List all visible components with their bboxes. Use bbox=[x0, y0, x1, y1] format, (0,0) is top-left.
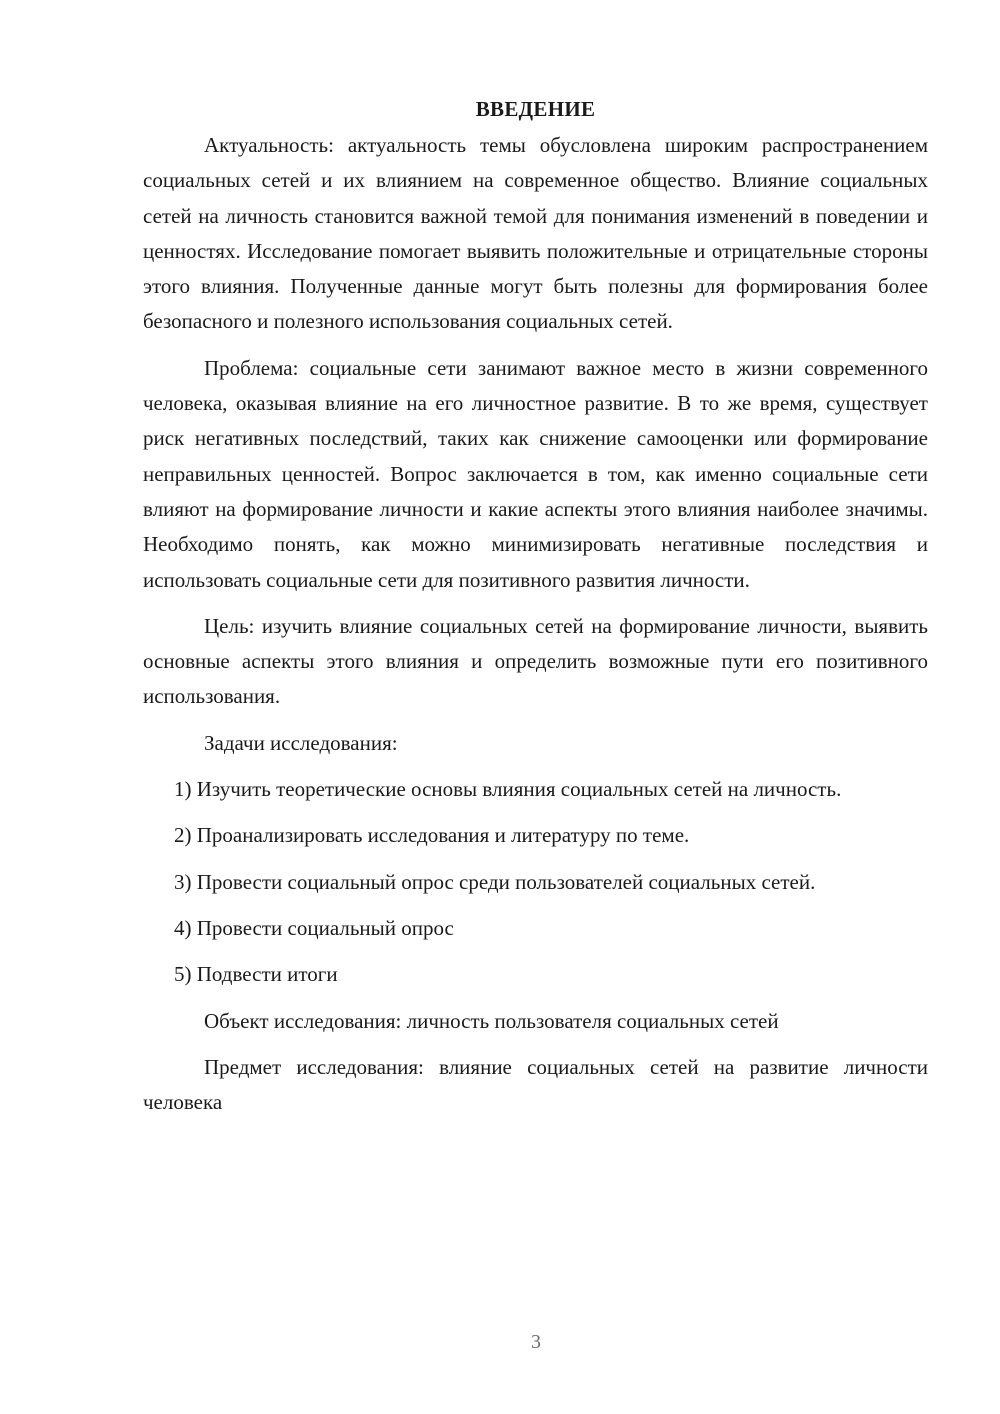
paragraph-tasks-heading: Задачи исследования: bbox=[204, 730, 398, 755]
task-item-3: 3) Провести социальный опрос среди пользователей социальных сетей. bbox=[174, 869, 816, 894]
task-item-2: 2) Проанализировать исследования и литературу по теме. bbox=[174, 823, 690, 848]
paragraph-goal: Цель: изучить влияние социальных сетей на формирование личности, выявить основные аспекты этого влияния и определить возможные пути его позитивного использования. bbox=[143, 613, 928, 709]
page-number: 3 bbox=[531, 1331, 541, 1353]
task-item-1: 1) Изучить теоретические основы влияния социальных сетей на личность. bbox=[174, 777, 842, 802]
paragraph-relevance: Актуальность: актуальность темы обусловлена широким распространением социальных сетей и их влиянием на современное общество. Влияние социальных сетей на личность становится важной темой для понимания изменений в поведении и ценностях. Исследование помогает выявить положительные и отрицательные стороны этого влияния. Полученные данные могут быть полезны для формирования более безопасного и полезного использования социальных сетей. bbox=[143, 133, 928, 334]
document-page bbox=[143, 92, 928, 1120]
paragraph-object: Объект исследования: личность пользователя социальных сетей bbox=[204, 1008, 779, 1033]
paragraph-subject: Предмет исследования: влияние социальных сетей на развитие личности человека bbox=[143, 1054, 928, 1115]
task-item-5: 5) Подвести итоги bbox=[174, 962, 338, 987]
task-item-4: 4) Провести социальный опрос bbox=[174, 915, 454, 940]
page-title: ВВЕДЕНИЕ bbox=[475, 97, 596, 121]
paragraph-problem: Проблема: социальные сети занимают важное место в жизни современного человека, оказывая влияние на его личностное развитие. В то же время, существует риск негативных последствий, таких как снижение самооценки или формирование неправильных ценностей. Вопрос заключается в том, как именно социальные сети влияют на формирование личности и какие аспекты этого влияния наиболее значимы. Необходимо понять, как можно минимизировать негативные последствия и использовать социальные сети для позитивного развития личности. bbox=[143, 355, 928, 592]
